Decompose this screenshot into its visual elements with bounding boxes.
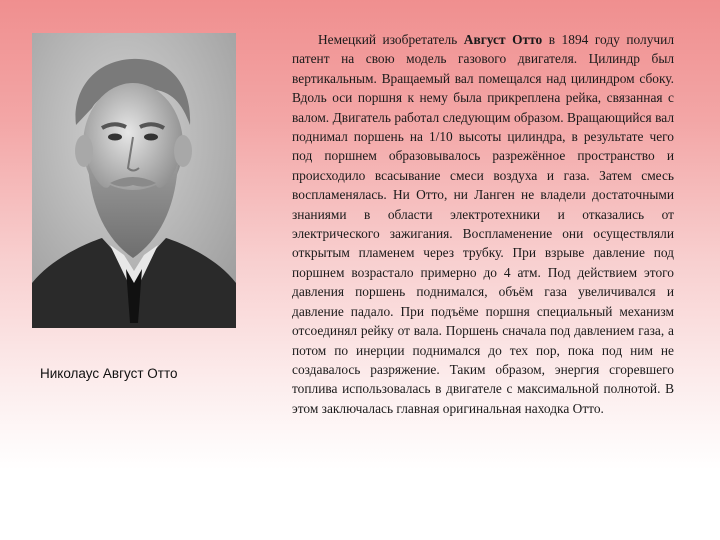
portrait-caption: Николаус Август Отто (40, 366, 178, 381)
portrait-illustration (32, 33, 236, 328)
article-body: в 1894 году получил патент на свою модель газового двигателя. Цилиндр был вертикальным. Вращаемый вал помещался над цилиндром сбоку. Вдоль оси поршня к нему была прикреплена рейка, связанная с валом. Двигатель работал следующим образом. Вращающийся вал поднимал поршень на 1/10 высоты цилиндра, в результате чего под поршнем образовывалось разрежённое пространство и происходило всасывание смеси воздуха и газа. Затем смесь воспламенялась. Ни Отто, ни Ланген не владели достаточными знаниями в области электротехники и отказались от электрического зажигания. Воспламенение они осуществляли открытым пламенем через трубку. При взрыве давление под поршнем возрастало примерно до 4 атм. Под действием этого давления поршень поднимался, объём газа увеличивался и давление падало. При подъёме поршня специальный механизм отсоединял рейку от вала. Поршень сначала под давлением газа, а потом по инерции поднимался до тех пор, пока под ним не создавалось разряжение. Таким образом, энергия сгоревшего топлива использовалась в двигателе с максимальной полнотой. В этом заключалась главная оригинальная находка Отто. (292, 32, 674, 416)
portrait-photo (32, 33, 236, 328)
article-text (292, 30, 674, 418)
inventor-name: Август Отто (463, 32, 543, 47)
article-intro: Немецкий изобретатель (318, 32, 464, 47)
